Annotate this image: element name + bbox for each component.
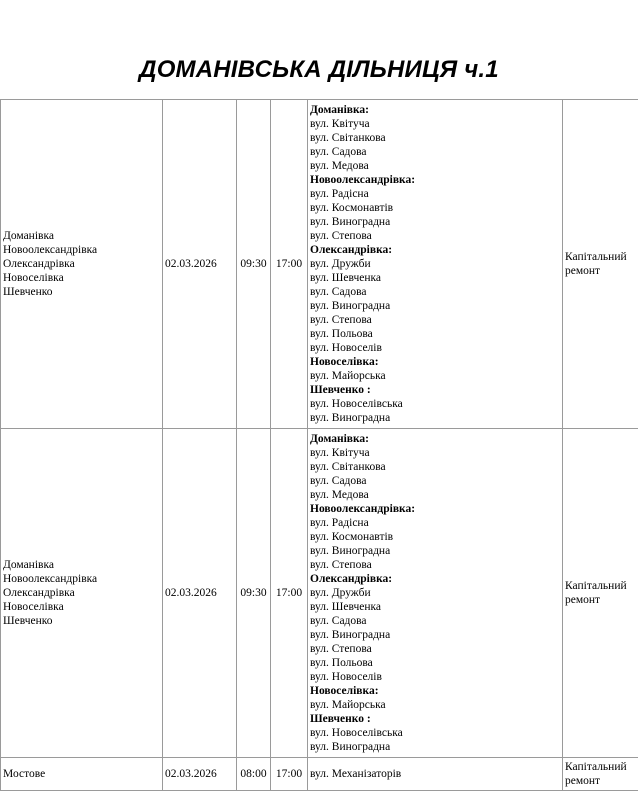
street-name: вул. Дружби [310,258,371,270]
street-name: вул. Степова [310,559,372,571]
settlement-header: Олександрівка: [310,244,393,256]
street-name: вул. Новоселів [310,671,382,683]
reason-text: ремонт [565,594,601,606]
settlement-header: Доманівка: [310,104,370,116]
reason-cell [563,100,638,429]
street-name: вул. Радісна [310,517,369,529]
settlement-name: Доманівка [3,230,54,242]
street-name: вул. Майорська [310,370,386,382]
street-name: вул. Новоселівська [310,398,403,410]
streets-cell [308,758,563,791]
reason-cell [563,429,638,758]
reason-text: ремонт [565,265,601,277]
street-name: вул. Виноградна [310,545,391,557]
settlement-header: Новоолександрівка: [310,174,416,186]
street-name: вул. Польова [310,328,373,340]
settlements-cell [1,100,163,429]
settlement-header: Шевченко : [310,384,371,396]
street-name: вул. Виноградна [310,300,391,312]
street-name: вул. Світанкова [310,132,386,144]
date-cell: 02.03.2026 [163,100,237,429]
street-name: вул. Садова [310,475,367,487]
settlements-cell [1,758,163,791]
table-row [1,758,638,791]
reason-text: Капітальний [565,251,627,263]
street-name: вул. Новоселів [310,342,382,354]
settlement-name: Шевченко [3,615,53,627]
settlements-cell [1,429,163,758]
street-name: вул. Садова [310,146,367,158]
street-name: вул. Світанкова [310,461,386,473]
street-name: вул. Степова [310,643,372,655]
reason-text: Капітальний [565,580,627,592]
start-time-cell: 09:30 [237,100,271,429]
reason-cell [563,758,638,791]
settlement-name: Новоолександрівка [3,244,98,256]
street-name: вул. Шевченка [310,601,382,613]
street-name: вул. Виноградна [310,629,391,641]
street-name: вул. Медова [310,160,369,172]
date-cell: 02.03.2026 [163,429,237,758]
settlement-name: Олександрівка [3,258,75,270]
settlement-name: Новоселівка [3,601,64,613]
street-name: вул. Польова [310,657,373,669]
settlement-header: Новоселівка: [310,685,379,697]
settlement-header: Шевченко : [310,713,371,725]
settlement-name: Новоселівка [3,272,64,284]
settlement-name: Доманівка [3,559,54,571]
table-row [1,429,638,758]
start-time-cell: 09:30 [237,429,271,758]
settlement-name: Новоолександрівка [3,573,98,585]
street-name: вул. Радісна [310,188,369,200]
streets-cell [308,100,563,429]
street-name: вул. Квітуча [310,447,370,459]
date-cell: 02.03.2026 [163,758,237,791]
street-name: вул. Садова [310,615,367,627]
end-time-cell: 17:00 [271,429,308,758]
street-name: вул. Дружби [310,587,371,599]
street-name: вул. Космонавтів [310,202,394,214]
settlement-name: Олександрівка [3,587,75,599]
end-time-cell: 17:00 [271,758,308,791]
street-name: вул. Степова [310,314,372,326]
street-name: вул. Виноградна [310,216,391,228]
outage-schedule-table [0,99,638,791]
end-time-cell: 17:00 [271,100,308,429]
street-name: вул. Виноградна [310,412,391,424]
table-row [1,100,638,429]
settlement-header: Новоселівка: [310,356,379,368]
settlement-header: Доманівка: [310,433,370,445]
street-name: вул. Майорська [310,699,386,711]
street-name: вул. Космонавтів [310,531,394,543]
street-name: вул. Шевченка [310,272,382,284]
street-name: вул. Квітуча [310,118,370,130]
street-name: вул. Медова [310,489,369,501]
street-name: вул. Механізаторів [310,768,402,780]
reason-text: ремонт [565,775,601,787]
reason-text: Капітальний [565,761,627,773]
settlement-name: Мостове [3,768,46,780]
street-name: вул. Новоселівська [310,727,403,739]
settlement-header: Олександрівка: [310,573,393,585]
page-title: ДОМАНІВСЬКА ДІЛЬНИЦЯ ч.1 [139,56,499,83]
street-name: вул. Виноградна [310,741,391,753]
settlement-header: Новоолександрівка: [310,503,416,515]
settlement-name: Шевченко [3,286,53,298]
start-time-cell: 08:00 [237,758,271,791]
street-name: вул. Степова [310,230,372,242]
street-name: вул. Садова [310,286,367,298]
streets-cell [308,429,563,758]
